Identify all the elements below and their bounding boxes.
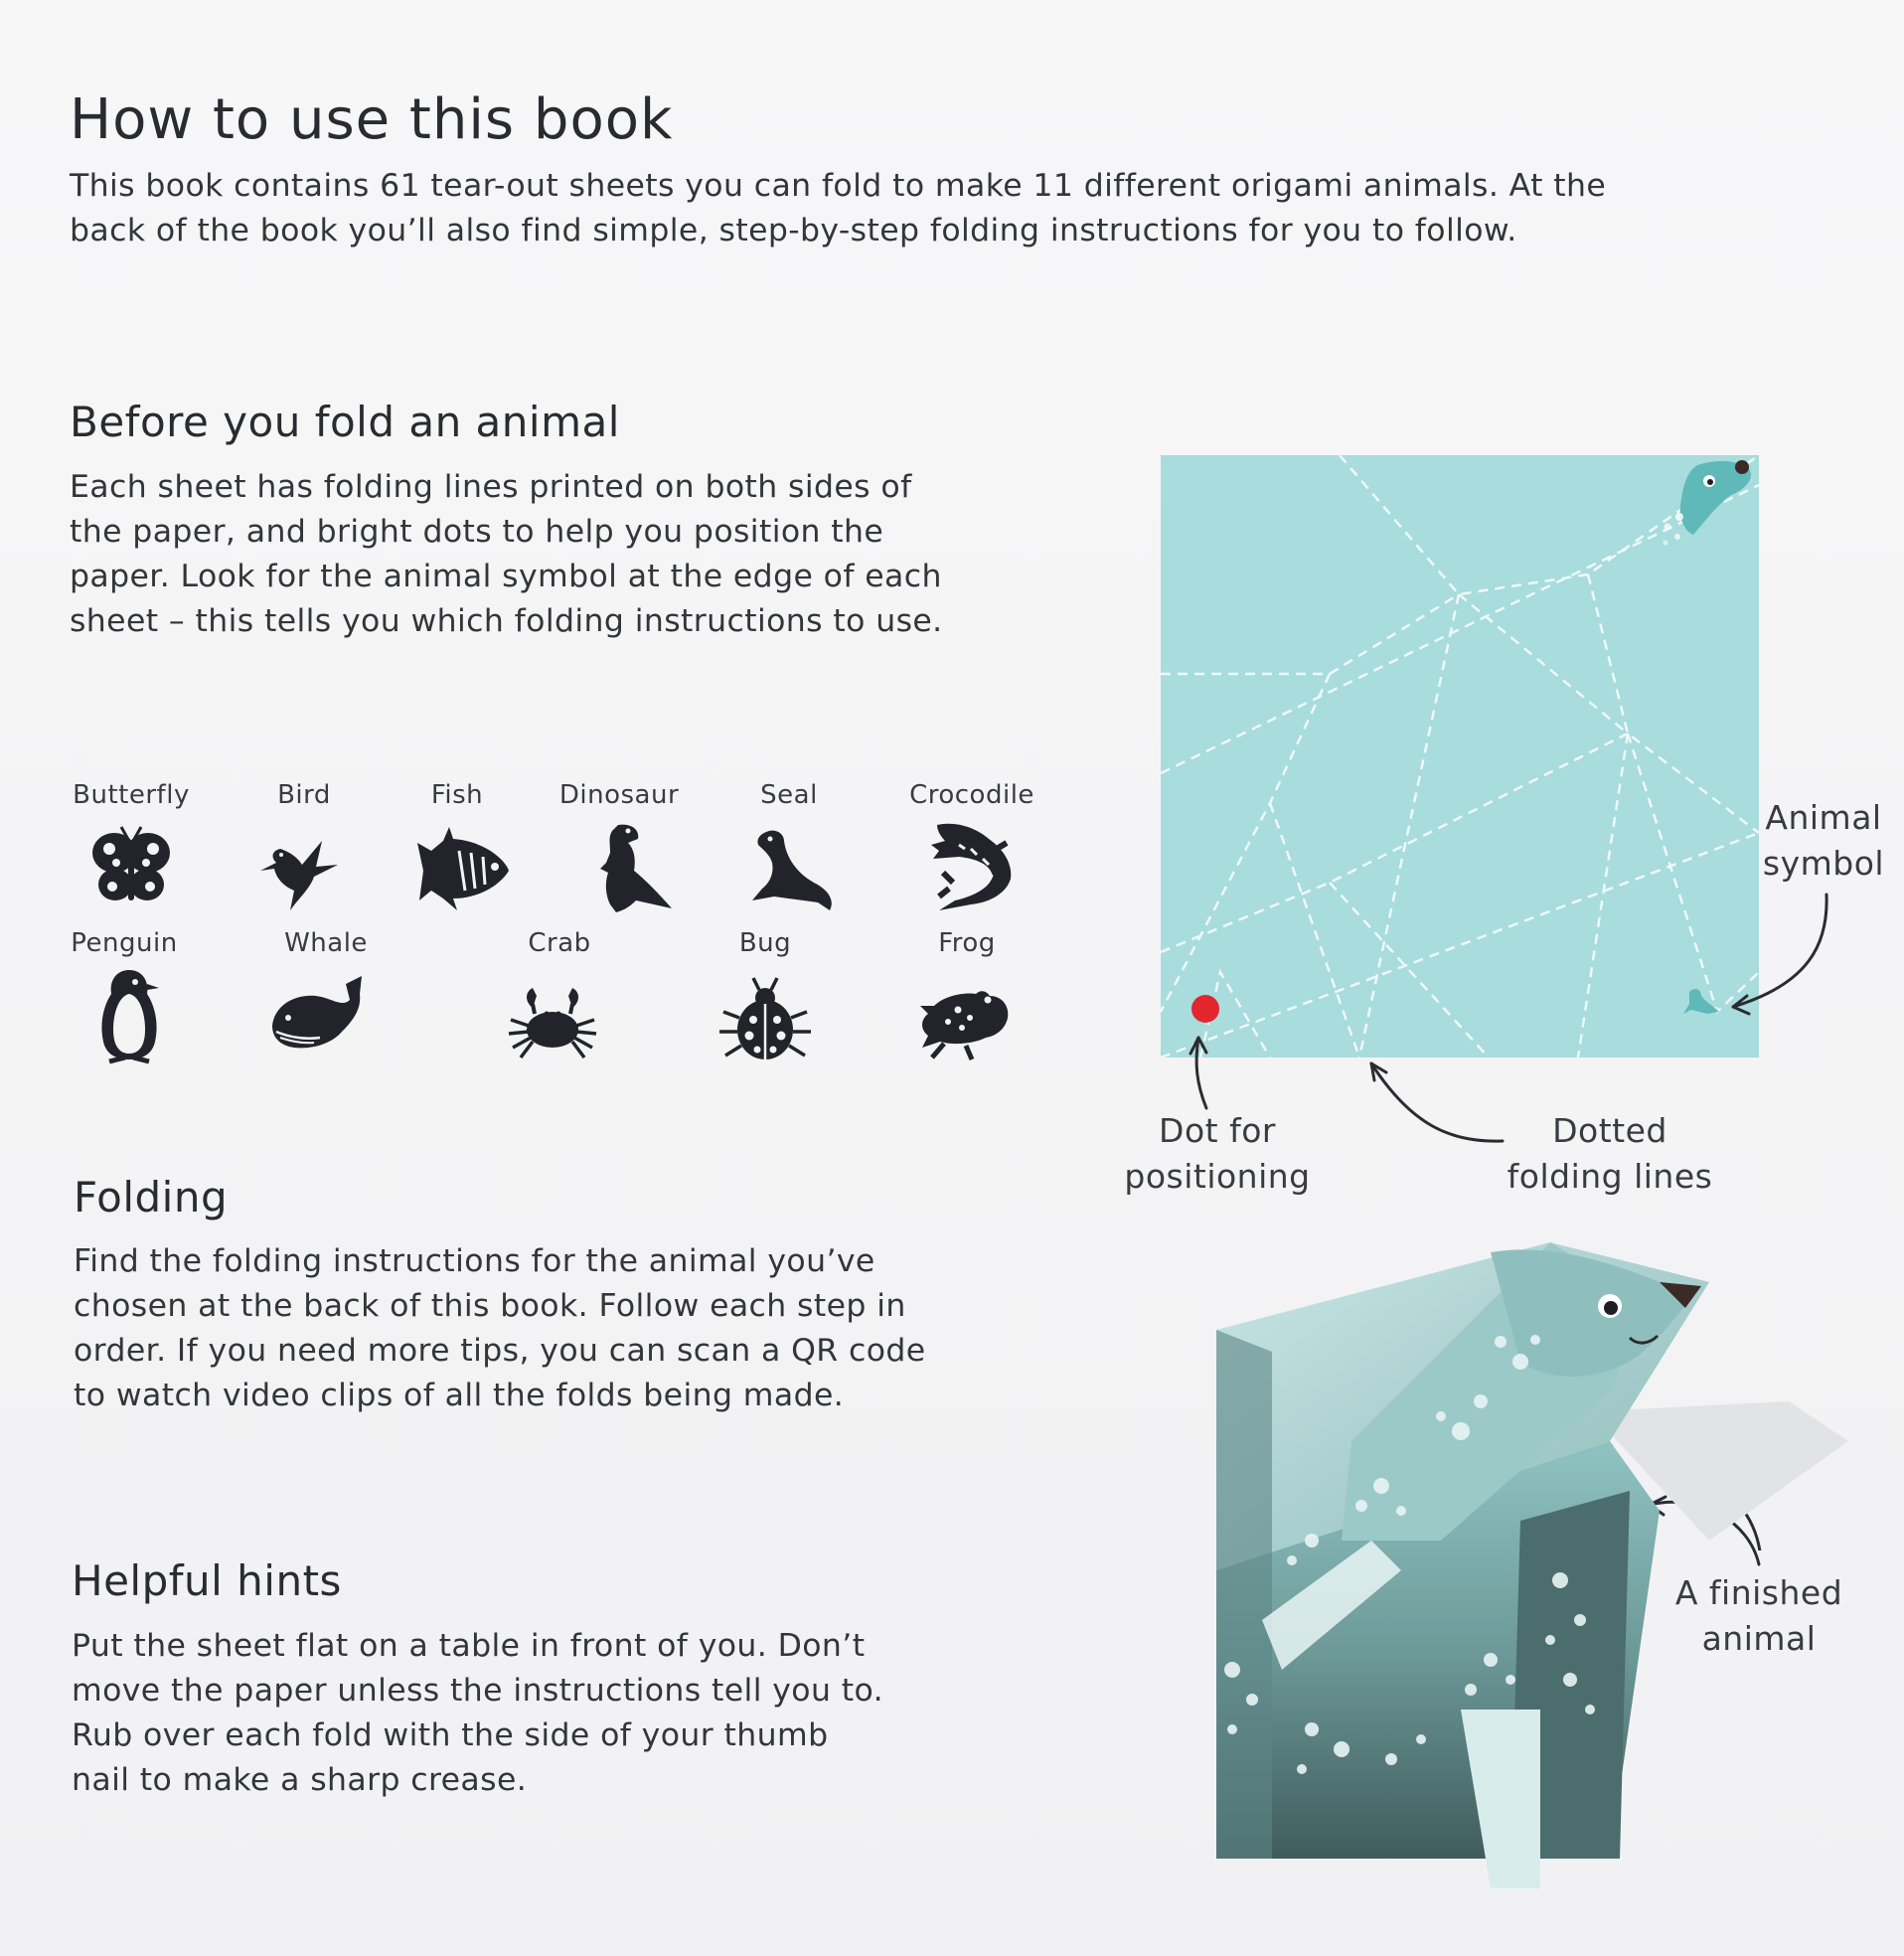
hints-line-2: move the paper unless the instructions tell you to. xyxy=(72,1673,884,1709)
hints-heading: Helpful hints xyxy=(72,1556,342,1605)
animal-label-frog: Frog xyxy=(938,928,996,958)
before-heading: Before you fold an animal xyxy=(70,398,620,446)
folding-line-1: Find the folding instructions for the animal you’ve xyxy=(74,1243,875,1279)
hints-line-1: Put the sheet flat on a table in front of you. Don’t xyxy=(72,1628,866,1664)
intro-line-1: This book contains 61 tear-out sheets you can fold to make 11 different origami animals. At the xyxy=(70,168,1607,204)
animal-label-butterfly: Butterfly xyxy=(73,780,190,810)
callout-animal-symbol xyxy=(1749,795,1898,887)
before-line-3: paper. Look for the animal symbol at the edge of each xyxy=(70,559,942,594)
callout-finished-line-2: animal xyxy=(1701,1619,1817,1658)
hints-line-3: Rub over each fold with the side of your thumb xyxy=(72,1717,829,1753)
bird-icon xyxy=(250,819,350,918)
animal-label-bird: Bird xyxy=(277,780,331,810)
callout-finished-line-1: A finished xyxy=(1674,1573,1843,1612)
callout-dot-line-1: Dot for xyxy=(1159,1111,1276,1150)
crab-icon xyxy=(503,974,602,1073)
finished-seal-illustration xyxy=(1192,1242,1868,1898)
callout-dot xyxy=(1103,1108,1332,1200)
animal-label-seal: Seal xyxy=(760,780,818,810)
callout-dotted-line-2: folding lines xyxy=(1507,1157,1713,1196)
folding-heading: Folding xyxy=(74,1173,229,1222)
hints-line-4: nail to make a sharp crease. xyxy=(72,1762,528,1798)
folding-line-2: chosen at the back of this book. Follow each step in xyxy=(74,1288,906,1324)
butterfly-icon xyxy=(81,819,181,918)
frog-icon xyxy=(914,966,1014,1065)
animal-label-crab: Crab xyxy=(528,928,591,958)
folding-line-4: to watch video clips of all the folds being made. xyxy=(74,1378,845,1413)
animal-label-fish: Fish xyxy=(430,780,484,810)
callout-animal-symbol-line-2: symbol xyxy=(1762,844,1885,883)
page-title: How to use this book xyxy=(70,87,674,152)
callout-dotted-line-1: Dotted xyxy=(1552,1111,1667,1150)
whale-icon xyxy=(266,966,366,1065)
animal-label-crocodile: Crocodile xyxy=(909,780,1034,810)
seal-icon xyxy=(744,819,844,918)
before-line-2: the paper, and bright dots to help you position the xyxy=(70,514,884,550)
before-line-4: sheet – this tells you which folding instructions to use. xyxy=(70,603,943,639)
bug-icon xyxy=(715,974,815,1073)
callout-dot-line-2: positioning xyxy=(1124,1157,1311,1196)
folding-line-3: order. If you need more tips, you can scan a QR code xyxy=(74,1333,926,1369)
intro-line-2: back of the book you’ll also find simple, step-by-step folding instructions for you to follow. xyxy=(70,213,1517,248)
callout-dotted xyxy=(1481,1108,1739,1200)
fish-icon xyxy=(413,819,513,918)
animal-label-penguin: Penguin xyxy=(71,928,178,958)
animal-label-dinosaur: Dinosaur xyxy=(558,780,680,810)
before-line-1: Each sheet has folding lines printed on both sides of xyxy=(70,469,912,505)
penguin-icon xyxy=(79,966,179,1065)
animal-label-bug: Bug xyxy=(738,928,792,958)
crocodile-icon xyxy=(919,819,1019,918)
animal-label-whale: Whale xyxy=(284,928,368,958)
callout-animal-symbol-line-1: Animal xyxy=(1765,798,1882,837)
dinosaur-icon xyxy=(576,819,676,918)
